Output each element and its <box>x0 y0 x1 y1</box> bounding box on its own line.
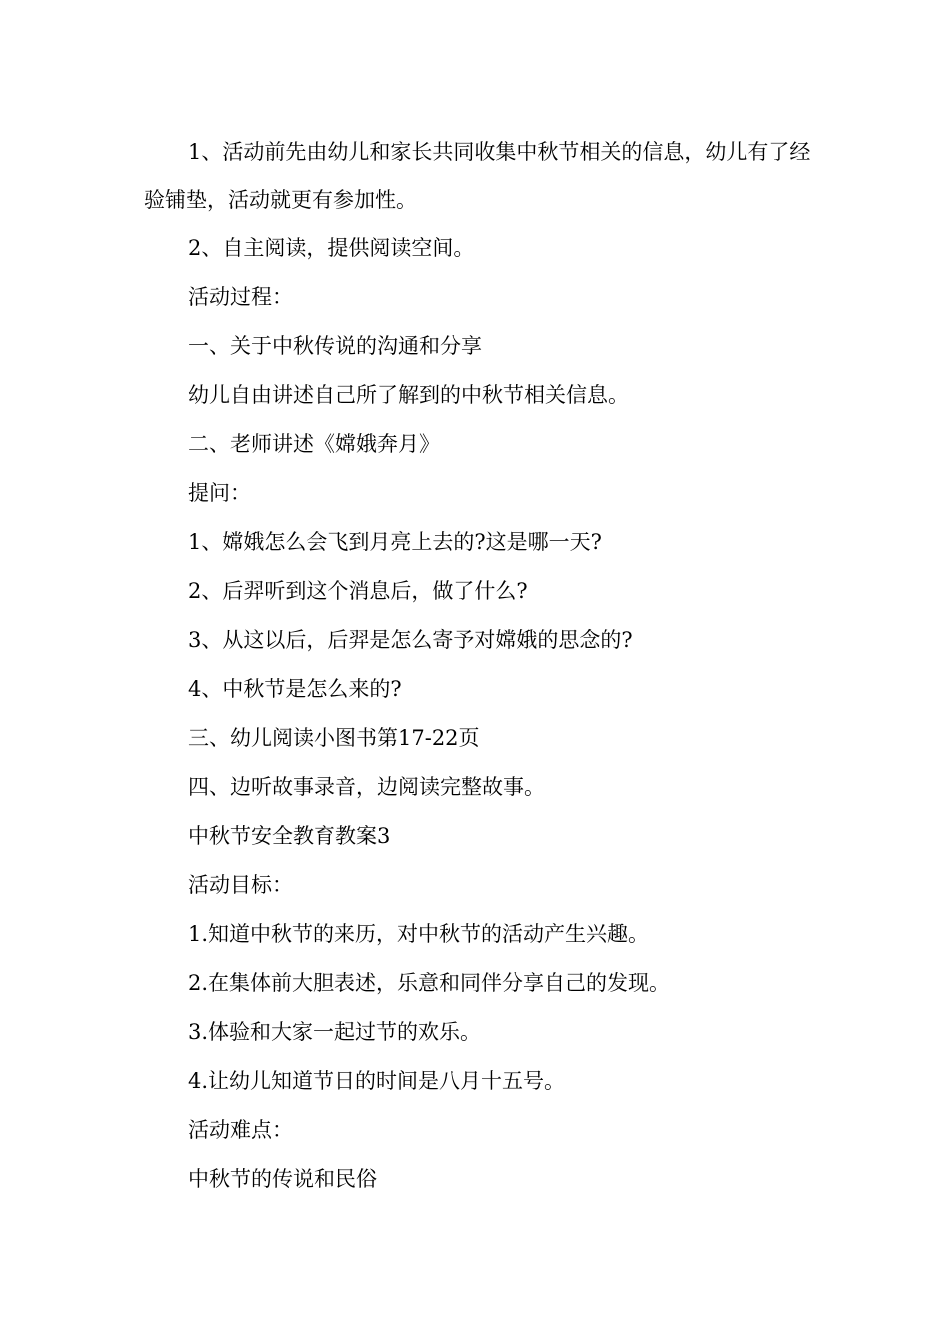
list-item: 4、中秋节是怎么来的? <box>188 677 402 701</box>
section-heading: 二、老师讲述《嫦娥奔月》 <box>188 432 440 456</box>
list-item: 1.知道中秋节的来历，对中秋节的活动产生兴趣。 <box>188 922 650 946</box>
list-item: 2.在集体前大胆表述，乐意和同伴分享自己的发现。 <box>188 971 671 995</box>
section-heading: 活动难点： <box>188 1118 293 1142</box>
paragraph: 1、活动前先由幼儿和家长共同收集中秋节相关的信息，幼儿有了经验铺垫，活动就更有参加性。 <box>144 140 811 212</box>
section-heading: 一、关于中秋传说的沟通和分享 <box>188 334 482 358</box>
list-item: 2、后羿听到这个消息后，做了什么? <box>188 579 528 603</box>
document-subtitle: 中秋节安全教育教案3 <box>188 824 391 848</box>
list-item: 3.体验和大家一起过节的欢乐。 <box>188 1020 482 1044</box>
list-item: 1、嫦娥怎么会飞到月亮上去的?这是哪一天? <box>188 530 602 554</box>
section-heading: 活动目标： <box>188 873 293 897</box>
paragraph: 提问： <box>188 481 251 505</box>
document-body <box>144 128 814 1204</box>
list-item: 4.让幼儿知道节日的时间是八月十五号。 <box>188 1069 566 1093</box>
section-heading: 四、边听故事录音，边阅读完整故事。 <box>188 775 545 799</box>
section-heading: 三、幼儿阅读小图书第17-22页 <box>188 726 480 750</box>
paragraph: 2、自主阅读，提供阅读空间。 <box>188 236 475 260</box>
list-item: 3、从这以后，后羿是怎么寄予对嫦娥的思念的? <box>188 628 633 652</box>
paragraph: 幼儿自由讲述自己所了解到的中秋节相关信息。 <box>188 383 629 407</box>
paragraph: 中秋节的传说和民俗 <box>188 1167 377 1191</box>
section-heading: 活动过程： <box>188 285 293 309</box>
